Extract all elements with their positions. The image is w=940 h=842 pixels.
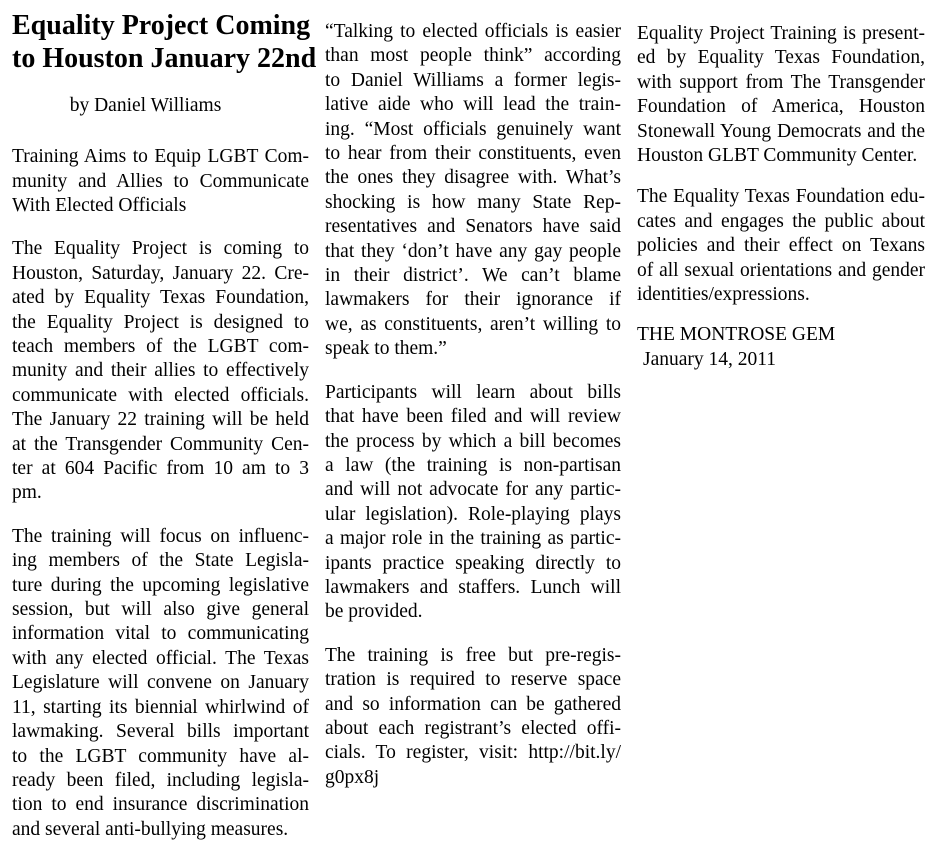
col1-paragraph-3: The training will focus on influenc- ing members of the State Legisla- ture during the upcoming legislative session, but will also give general information vital to communicating with any elected official. The Texas Legislature will convene on January 11, starting its biennial whirlwind of lawmaking. Several bills important to the LGBT community have al- ready been filed, including legisla- tion to end insurance discrimination and several anti-bullying measures. [12, 525, 309, 840]
publication-name: THE MONTROSE GEM [637, 324, 836, 346]
col3-paragraph-2: The Equality Texas Foundation edu- cates and engages the public about policies and their effect on Texans of all sexual orientations and gender identities/expressions. [637, 186, 925, 306]
article-title: Equality Project Coming to Houston January 22nd [12, 10, 317, 74]
column-1 [12, 0, 317, 842]
article-subtitle: Training Aims to Equip LGBT Com- munity and Allies to Communicate With Elected Officials [12, 146, 309, 216]
col2-paragraph-3: The training is free but pre-regis- tration is required to reserve space and so information can be gathered about each registrant’s elected offi- cials. To register, visit: http://bit.ly/ g0px8j [325, 644, 621, 788]
col3-paragraph-1: Equality Project Training is present- ed by Equality Texas Foundation, with support from The Transgender Foundation of America, Houston Stonewall Young Democrats and the Houston GLBT Community Center. [637, 23, 925, 167]
col1-paragraph-2: The Equality Project is coming to Houston, Saturday, January 22. Cre- ated by Equality Texas Foundation, the Equality Project is designed to teach members of the LGBT com- munity and their allies to effectively communicate with elected officials. The January 22 training will be held at the Transgender Community Cen- ter at 604 Pacific from 10 am to 3 pm. [12, 238, 309, 504]
col2-paragraph-2: Participants will learn about bills that have been filed and will review the process by which a bill becomes a law (the training is non-partisan and will not advocate for any partic- ular legislation). Role-playing plays a major role in the training as partic- ipants practice speaking directly to lawmakers and staffers. Lunch will be provided. [325, 381, 621, 623]
column-2 [325, 0, 621, 790]
column-3 [637, 0, 925, 372]
col2-paragraph-1: “Talking to elected officials is easier than most people think” according to Daniel Williams a former legis- lative aide who will lead the train- ing. “Most officials genuinely want to hear from their constituents, even the ones they disagree with. What’s shocking is how many State Rep- resentatives and Senators have said that they ‘don’t have any gay people in their district’. We can’t blame lawmakers for their ignorance if we, as constituents, aren’t willing to speak to them.” [325, 21, 621, 360]
publication-date: January 14, 2011 [643, 348, 777, 370]
article-byline: by Daniel Williams [69, 94, 222, 116]
